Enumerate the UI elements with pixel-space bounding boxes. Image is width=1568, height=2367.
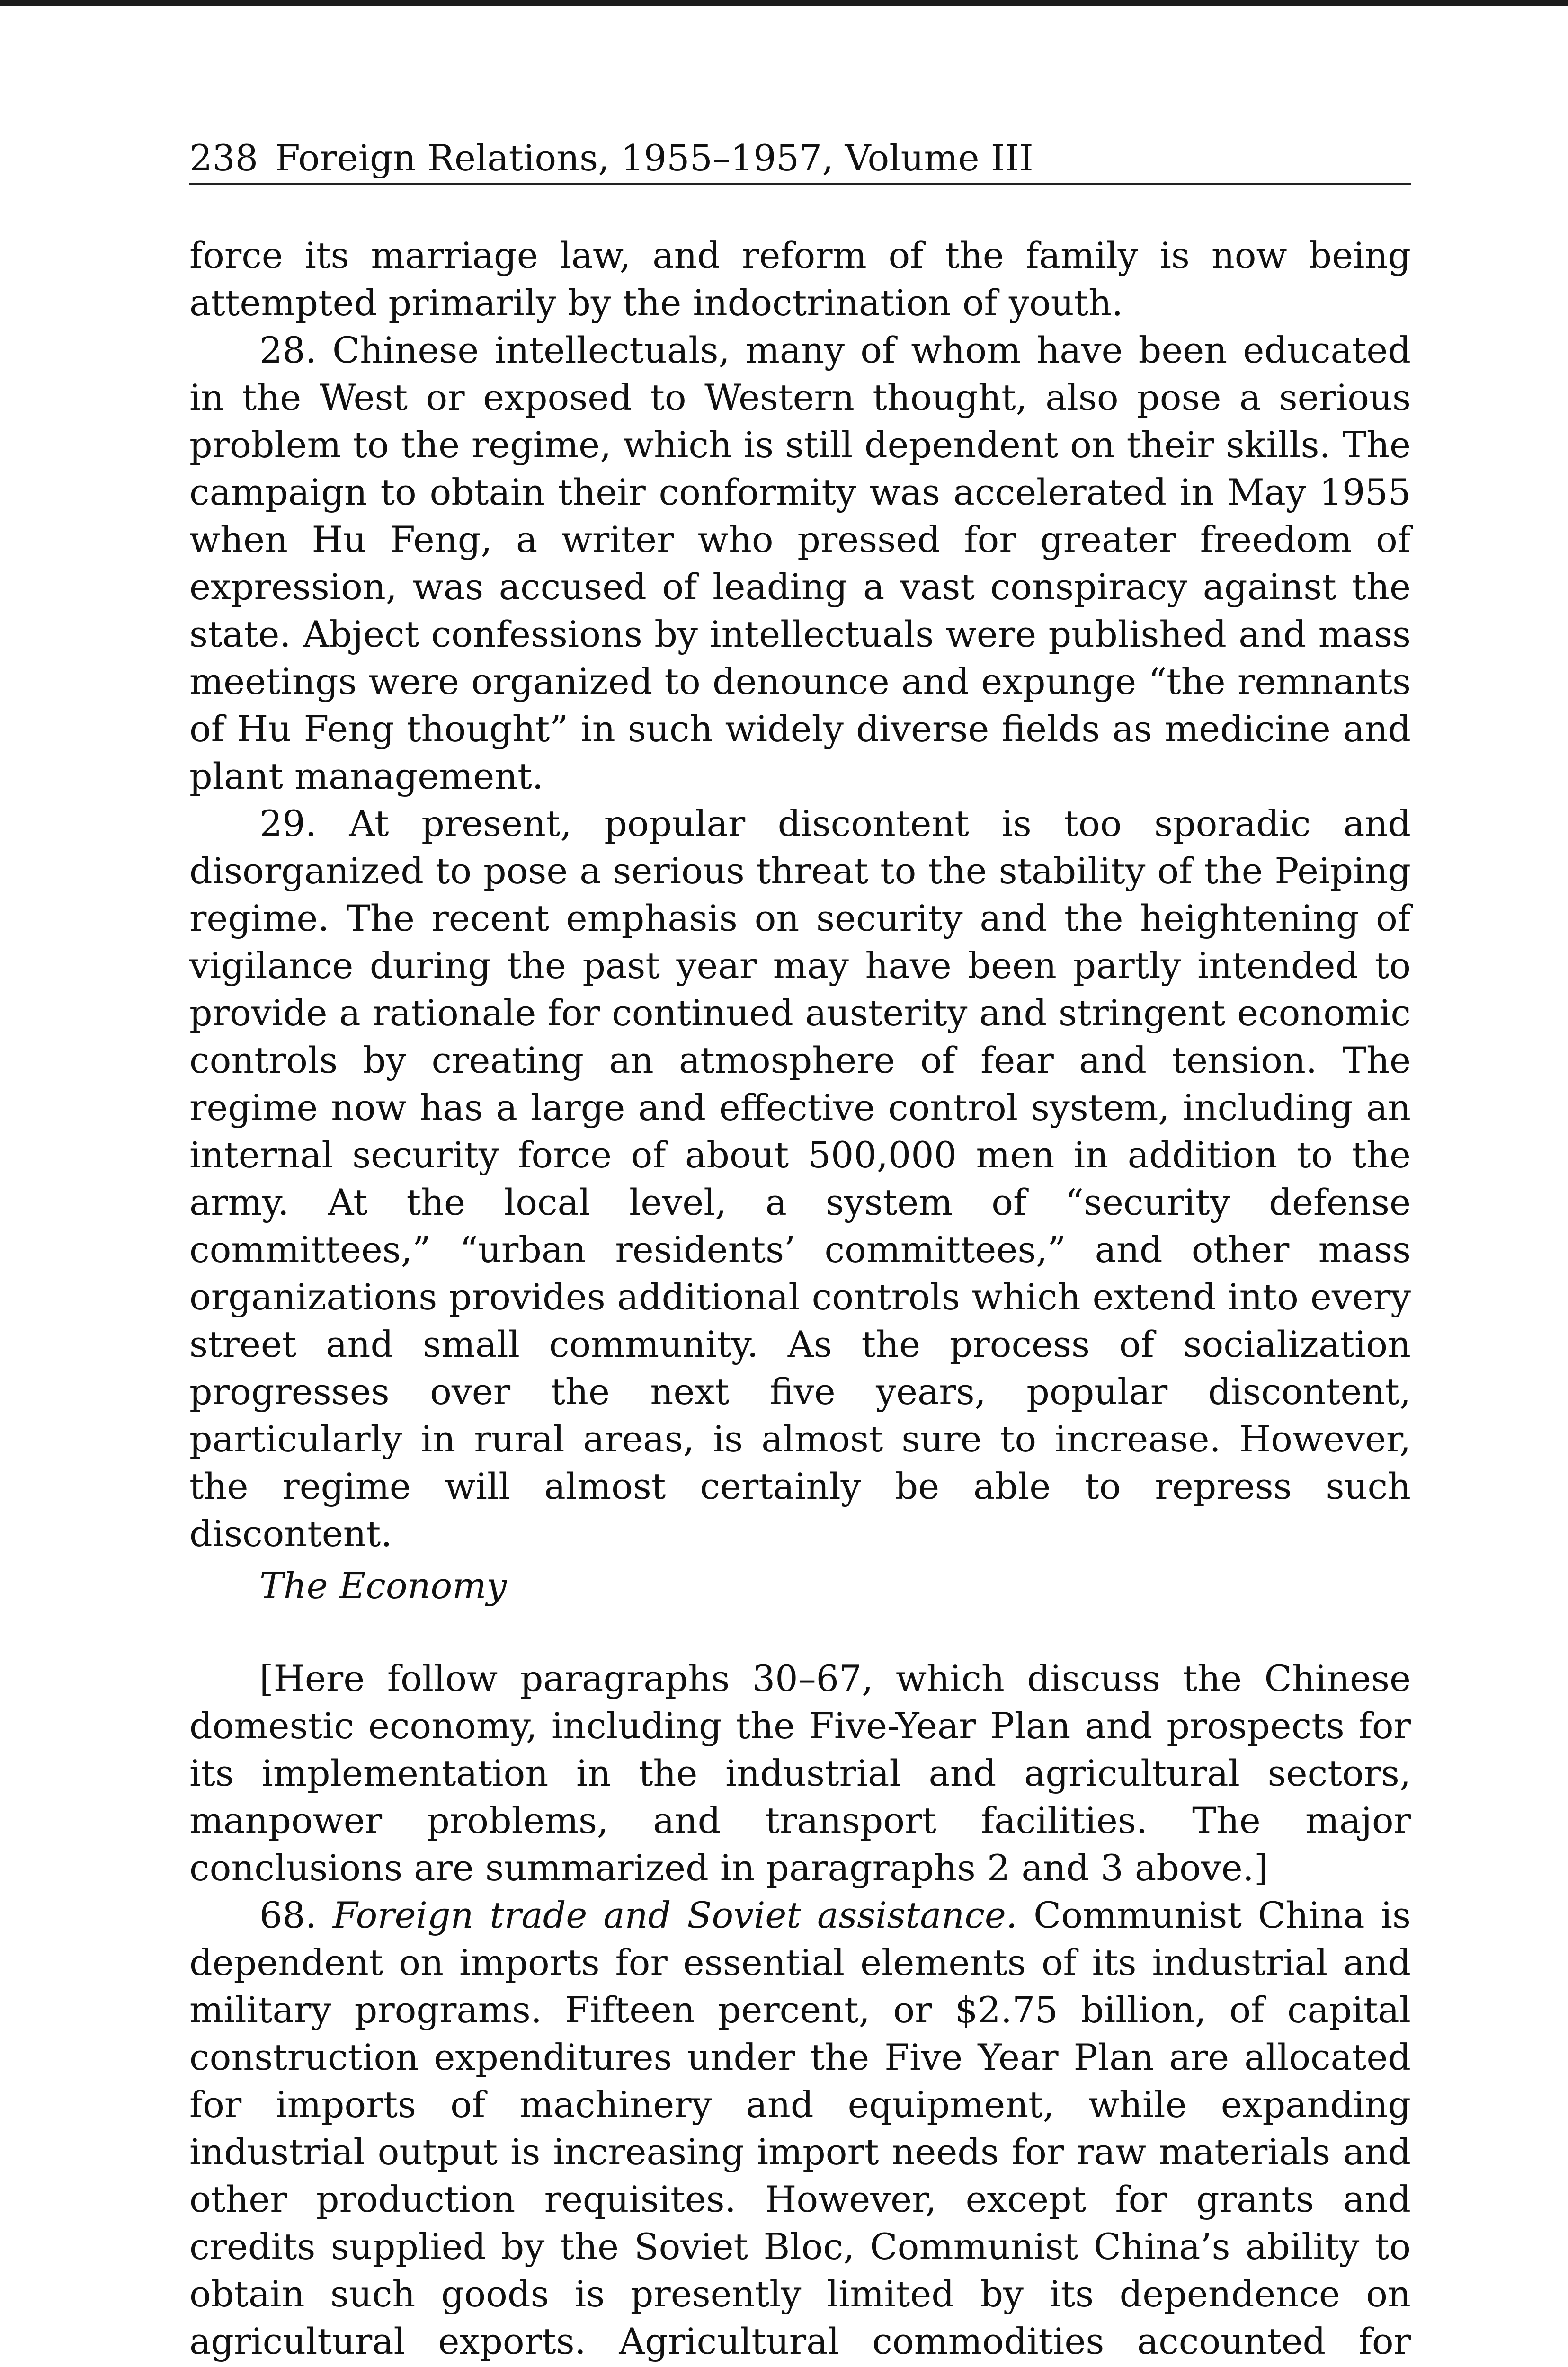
section-heading-economy: The Economy	[259, 1565, 507, 1607]
paragraph-28: 28. Chinese intellectuals, many of whom have been educated in the West or exposed to Western thought, also pose a serious problem to the regime, which is still dependent on their skills. The campaign to obtain their conformity was accelerated in May 1955 when Hu Feng, a writer who pressed for greater freedom of expression, was accused of leading a vast conspiracy against the state. Abject confessions by intellectuals were published and mass meetings were organized to denounce and expunge “the remnants of Hu Feng thought” in such widely diverse fields as medicine and plant management.	[189, 329, 1411, 797]
paragraph-68	[189, 1892, 1411, 2367]
paragraph-68-text: Communist China is dependent on imports for essential elements of its industrial and military programs. Fifteen percent, or $2.75 billion, of capital construction expenditures under the Five Year Plan are allocated for imports of machinery and equipment, while expanding industrial output is increasing import needs for raw materials and other production requisites. However, except for grants and credits supplied by the Soviet Bloc, Communist China’s ability to obtain such goods is presently limited by its dependence on agricultural exports. Agricultural commodities accounted for	[189, 1894, 1411, 2362]
editorial-note: [Here follow paragraphs 30–67, which discuss the Chinese domestic economy, including the Five-Year Plan and prospects for its implementation in the industrial and agricultural sectors, manpower problems, and transport facilities. The major conclusions are summarized in paragraphs 2 and 3 above.]	[189, 1657, 1411, 1889]
page-top-edge	[0, 0, 1568, 6]
paragraph-68-number: 68.	[259, 1894, 317, 1936]
running-header	[189, 133, 1411, 185]
paragraph-68-heading: Foreign trade and Soviet assistance.	[332, 1894, 1018, 1936]
paragraph-continuation: force its marriage law, and reform of the family is now being attempted primarily by the indoctrination of youth.	[189, 234, 1411, 324]
document-body	[189, 232, 1411, 2367]
volume-title: Foreign Relations, 1955–1957, Volume III	[275, 137, 1033, 179]
paragraph-29: 29. At present, popular discontent is too sporadic and disorganized to pose a serious threat to the stability of the Peiping regime. The recent emphasis on security and the heightening of vigilance during the past year may have been partly intended to provide a rationale for continued austerity and stringent economic controls by creating an atmosphere of fear and tension. The regime now has a large and effective control system, including an internal security force of about 500,000 men in addition to the army. At the local level, a system of “security defense committees,” “urban residents’ committees,” and other mass organizations provides additional controls which extend into every street and small community. As the process of socialization progresses over the next five years, popular discontent, particularly in rural areas, is almost sure to increase. However, the regime will almost certainly be able to repress such discontent.	[189, 802, 1411, 1555]
page-number: 238	[189, 137, 258, 179]
